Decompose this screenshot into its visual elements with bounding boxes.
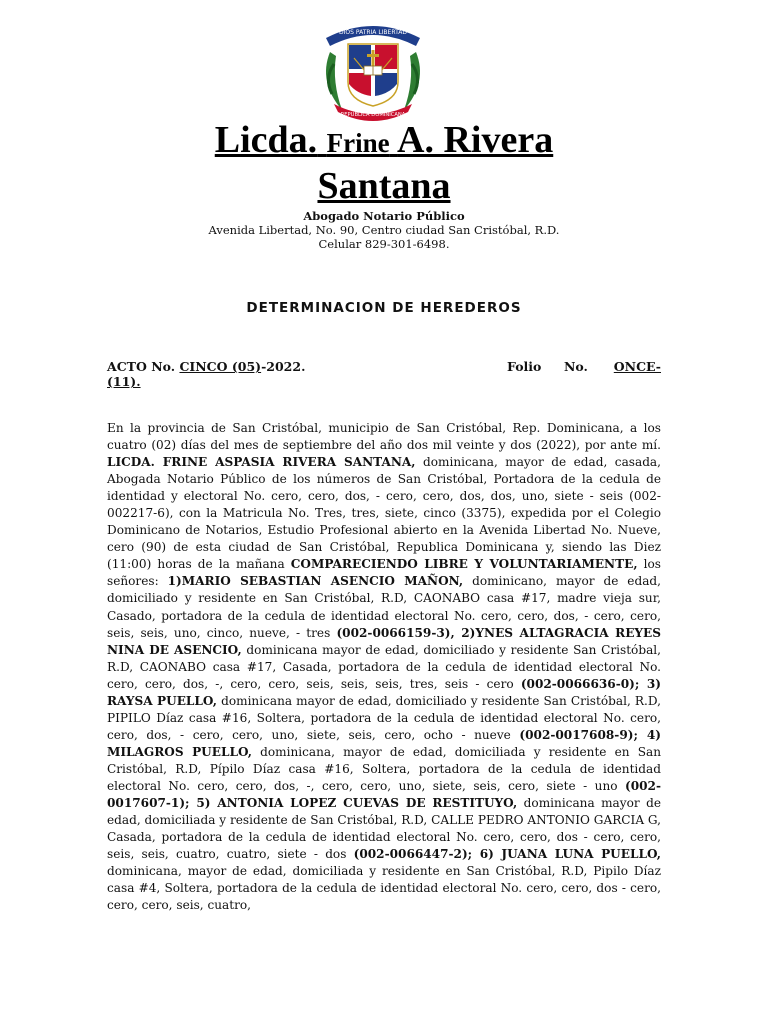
folio-value: ONCE- — [613, 359, 661, 374]
body-text-run: dominicana, mayor de edad, casada, Abogada Notario Público de los números de San Cristóbal, Portadora de la cedula de identidad y electoral No. cero, cero, dos, - cero, cero, dos, dos, uno, siete - seis (002-002217-6), con la Matricula No. Tres, tres, siete, cinco (3375), expedida por el Colegio Dominicano de Notarios, Estudio Profesional abierto en la Avenida Libertad No. Nueve, cero (90) de esta ciudad de San Cristóbal, Republica Dominicana y, siendo las Diez (11:00) horas de la mañana — [107, 455, 661, 572]
document-body — [107, 420, 661, 914]
body-bold-run: (002-0017607-1); 5) ANTONIA LOPEZ CUEVAS DE RESTITUYO, — [107, 778, 661, 811]
notary-name-line1 — [0, 118, 768, 165]
notary-address: Avenida Libertad, No. 90, Centro ciudad San Cristóbal, R.D. — [208, 223, 560, 237]
notary-phone: Celular 829-301-6498. — [318, 237, 450, 251]
folio-label: Folio — [507, 359, 542, 374]
body-text-run: dominicana, mayor de edad, domiciliada y residente en San Cristóbal, R.D, Pipilo Díaz casa #4, Soltera, portadora de la cedula de identidad electoral No. cero, cero, dos - cero, cero, cero, seis, cuatro, — [107, 864, 661, 913]
document-heading: DETERMINACION DE HEREDEROS — [246, 300, 522, 316]
title-first-name: Frine — [326, 128, 390, 158]
notary-name-line2: Santana — [317, 165, 451, 207]
body-bold-run: (002-0066159-3), 2)YNES ALTAGRACIA REYES NINA DE ASENCIO, — [107, 625, 661, 657]
acto-year: -2022. — [261, 359, 306, 374]
body-bold-run: 1)MARIO SEBASTIAN ASENCIO MAÑON, — [167, 574, 464, 589]
body-text-run: los señores: — [107, 557, 662, 589]
body-bold-run: (002-0017608-9); 4) MILAGROS PUELLO, — [107, 727, 661, 759]
seal-motto-top: DIOS PATRIA LIBERTAD — [339, 29, 407, 36]
body-bold-run: COMPARECIENDO LIBRE Y VOLUNTARIAMENTE, — [290, 557, 638, 572]
acto-line — [107, 359, 661, 389]
body-text-run: dominicana mayor de edad, domiciliado y residente San Cristóbal, R.D, CAONABO casa #17, Casada, portadora de la cedula de identidad electoral No. cero, cero, dos, -, cero, cero, seis, seis, seis, tres, seis - cero — [107, 642, 661, 691]
folio-no-label: No. — [564, 359, 588, 374]
body-text-run: dominicana, mayor de edad, domiciliada y residente en San Cristóbal, R.D, Pípilo Díaz casa #16, Soltera, portadora de la cedula de identidad electoral No. cero, cero, dos, -, cero, cero, uno, siete, seis, cero, siete - uno — [107, 744, 661, 793]
seal-motto-bottom: REPUBLICA DOMINICANA — [340, 112, 406, 118]
title-surname: A. Rivera — [397, 119, 554, 161]
notary-role: Abogado Notario Público — [303, 209, 465, 223]
coat-of-arms-seal — [312, 12, 434, 122]
body-bold-run: (002-0066636-0); 3) RAYSA PUELLO, — [107, 676, 661, 708]
acto-label: ACTO No. — [107, 359, 176, 374]
body-text-run: dominicano, mayor de edad, domiciliado y residente en San Cristóbal, R.D, CAONABO casa #17, madre vieja sur, Casado, portadora de la cedula de identidad electoral No. cero, cero, dos, - cero, cero, seis, seis, uno, cinco, nueve, - tres — [107, 574, 661, 640]
body-text-run: En la provincia de San Cristóbal, municipio de San Cristóbal, Rep. Dominicana, a los cuatro (02) días del mes de septiembre del año dos mil veinte y dos (2022), por ante mí. — [107, 421, 661, 453]
title-prefix: Licda. — [214, 119, 318, 161]
folio-value-continued: (11). — [107, 374, 141, 389]
body-bold-run: (002-0066447-2); 6) JUANA LUNA PUELLO, — [353, 847, 661, 862]
body-text-run: dominicana mayor de edad, domiciliada y residente de San Cristóbal, R.D, CALLE PEDRO ANTONIO GARCIA G, Casada, portadora de la cedula de identidad electoral No. cero, cero, dos - cero, cero, seis, seis, cuatro, cuatro, siete - dos — [107, 796, 661, 862]
acto-number: CINCO (05) — [179, 359, 262, 374]
body-bold-run: LICDA. FRINE ASPASIA RIVERA SANTANA, — [107, 455, 416, 470]
body-text-run: dominicana mayor de edad, domiciliado y residente San Cristóbal, R.D, PIPILO Díaz casa #16, Soltera, portadora de la cedula de identidad electoral No. cero, cero, dos, - cero, cero, uno, siete, seis, cero, ocho - nueve — [107, 693, 661, 742]
